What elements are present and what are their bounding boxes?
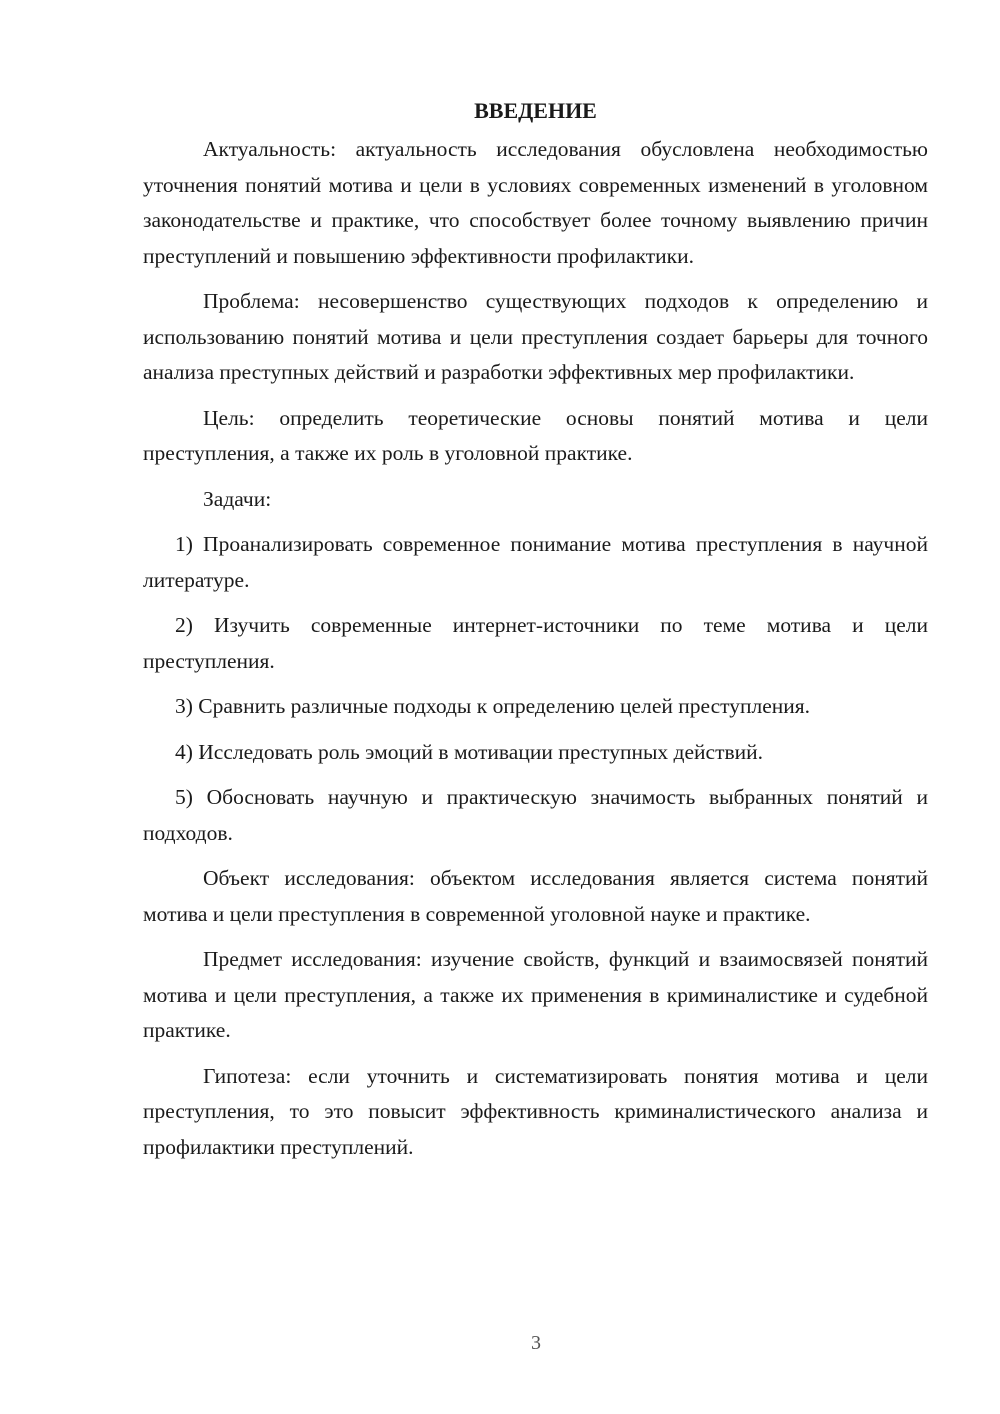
task-item: 4) Исследовать роль эмоций в мотивации преступных действий. (175, 739, 764, 764)
page-number: 3 (531, 1332, 541, 1354)
tasks-label: Задачи: (203, 486, 272, 511)
section-heading: ВВЕДЕНИЕ (474, 98, 597, 123)
task-item: 1) Проанализировать современное понимание мотива преступления в научной литературе. (143, 532, 928, 592)
relevance-paragraph: Актуальность: актуальность исследования обусловлена необходимостью уточнения понятий мотива и цели в условиях современных изменений в уголовном законодательстве и практике, что способствует более точному выявлению причин преступлений и повышению эффективности профилактики. (143, 137, 928, 268)
subject-paragraph: Предмет исследования: изучение свойств, функций и взаимосвязей понятий мотива и цели преступления, а также их применения в криминалистике и судебной практике. (143, 947, 928, 1042)
object-paragraph: Объект исследования: объектом исследования является система понятий мотива и цели преступления в современной уголовной науке и практике. (143, 866, 928, 926)
task-item: 3) Сравнить различные подходы к определению целей преступления. (175, 694, 811, 718)
problem-paragraph: Проблема: несовершенство существующих подходов к определению и использованию понятий мотива и цели преступления создает барьеры для точного анализа преступных действий и разработки эффективных мер профилактики. (143, 289, 928, 384)
hypothesis-paragraph: Гипотеза: если уточнить и систематизировать понятия мотива и цели преступления, то это повысит эффективность криминалистического анализа и профилактики преступлений. (143, 1063, 928, 1159)
page-body (143, 94, 928, 1175)
task-item: 5) Обосновать научную и практическую значимость выбранных понятий и подходов. (143, 785, 928, 845)
goal-paragraph: Цель: определить теоретические основы понятий мотива и цели преступления, а также их роль в уголовной практике. (143, 405, 928, 465)
task-item: 2) Изучить современные интернет-источники по теме мотива и цели преступления. (143, 613, 928, 673)
